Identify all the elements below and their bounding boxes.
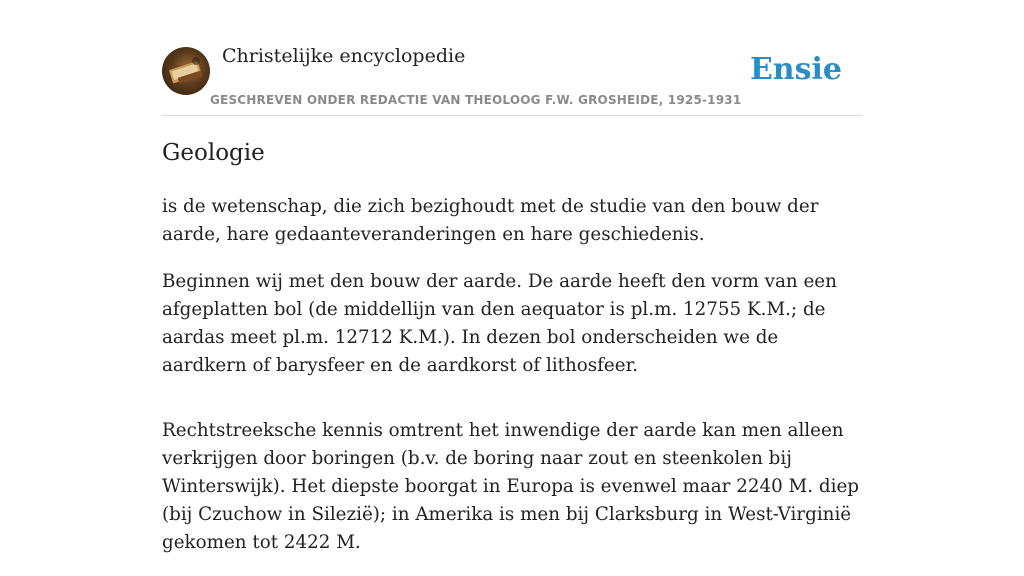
article-paragraph: Beginnen wij met den bouw der aarde. De aarde heeft den vorm van een afgeplatten bol (de middellijn van den aequator is pl.m. 12755 K.M.; de aardas meet pl.m. 12712 K.M.). In dezen bol onderscheiden we de aardkern of barysfeer en de aardkorst of lithosfeer. bbox=[162, 271, 837, 376]
article-body bbox=[162, 193, 862, 576]
site-header bbox=[162, 0, 862, 116]
book-photo-icon bbox=[162, 47, 210, 95]
article-title: Geologie bbox=[162, 140, 265, 166]
article-paragraph: Rechtstreeksche kennis omtrent het inwendige der aarde kan men alleen verkrijgen door boringen (b.v. de boring naar zout en steenkolen bij Winterswijk). Het diepste boorgat in Europa is evenwel maar 2240 M. diep (bij Czuchow in Silezië); in Amerika is men bij Clarksburg in West-Virginië gekomen tot 2422 M. bbox=[162, 420, 859, 553]
avatar[interactable] bbox=[162, 47, 210, 95]
article-paragraph: is de wetenschap, die zich bezighoudt met de studie van den bouw der aarde, hare gedaanteveranderingen en hare geschiedenis. bbox=[162, 196, 819, 245]
site-subtitle: GESCHREVEN ONDER REDACTIE VAN THEOLOOG F.W. GROSHEIDE, 1925-1931 bbox=[210, 93, 742, 107]
site-title[interactable]: Christelijke encyclopedie bbox=[222, 45, 466, 67]
brand-logo[interactable]: Ensie bbox=[749, 52, 842, 87]
content-container bbox=[162, 0, 862, 553]
